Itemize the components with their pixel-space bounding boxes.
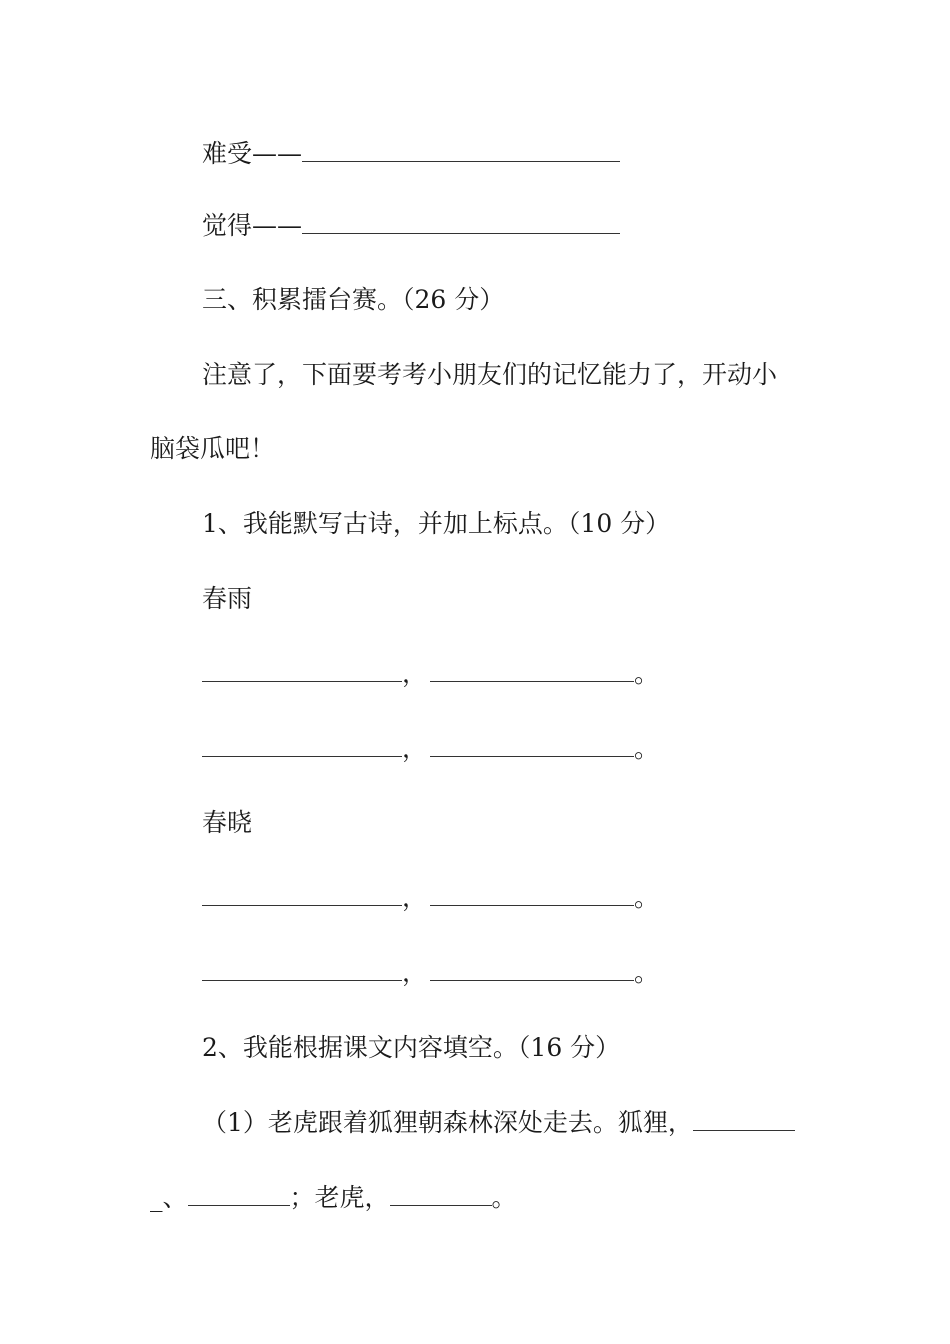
q2-item1-dash: _: [150, 1183, 163, 1212]
juede-label: 觉得——: [202, 211, 303, 240]
q2-item1-blank-c[interactable]: [390, 1183, 492, 1206]
section3-heading: 三、积累擂台赛。（26 分）: [202, 285, 505, 314]
answer-line-nanshou: [202, 138, 620, 170]
comma: ，: [402, 659, 428, 688]
poem1-line1: [202, 658, 659, 690]
comma: ，: [402, 734, 428, 763]
poem2-line1-blank-b[interactable]: [430, 883, 634, 906]
nanshou-label: 难受——: [202, 139, 303, 168]
q1-heading: 1、我能默写古诗，并加上标点。（10 分）: [202, 509, 671, 538]
q2-heading: 2、我能根据课文内容填空。（16 分）: [202, 1033, 621, 1062]
poem2-line2-blank-a[interactable]: [202, 958, 402, 981]
q2-item1-blank-a[interactable]: [693, 1108, 795, 1131]
q2-item1-sep: 、: [162, 1183, 188, 1212]
poem1-line1-blank-a[interactable]: [202, 659, 402, 682]
q2-item1-semicolon: ；老虎，: [289, 1183, 390, 1212]
poem1-line2-blank-b[interactable]: [430, 734, 634, 757]
poem1-title: 春雨: [202, 584, 253, 613]
poem1-line2: [202, 733, 659, 765]
nanshou-blank[interactable]: [302, 139, 620, 162]
q2-item1-end: 。: [491, 1183, 517, 1212]
answer-line-juede: [202, 210, 620, 242]
poem2-line2-blank-b[interactable]: [430, 958, 634, 981]
poem2-line1: [202, 882, 659, 914]
period: 。: [634, 734, 660, 763]
q2-item1-line1: [202, 1107, 795, 1139]
period: 。: [634, 883, 660, 912]
juede-blank[interactable]: [302, 211, 620, 234]
poem2-line2: [202, 957, 659, 989]
poem1-line1-blank-b[interactable]: [430, 659, 634, 682]
period: 。: [634, 659, 660, 688]
q2-item1-text: （1）老虎跟着狐狸朝森林深处走去。狐狸，: [202, 1108, 693, 1137]
section3-intro-line1: 注意了，下面要考考小朋友们的记忆能力了，开动小: [202, 360, 778, 389]
q2-item1-line2: [150, 1182, 517, 1214]
poem2-title: 春晓: [202, 808, 253, 837]
poem2-line1-blank-a[interactable]: [202, 883, 402, 906]
section3-intro-line2: 脑袋瓜吧！: [150, 434, 276, 463]
comma: ，: [402, 958, 428, 987]
period: 。: [634, 958, 660, 987]
comma: ，: [402, 883, 428, 912]
q2-item1-blank-b[interactable]: [188, 1183, 290, 1206]
poem1-line2-blank-a[interactable]: [202, 734, 402, 757]
